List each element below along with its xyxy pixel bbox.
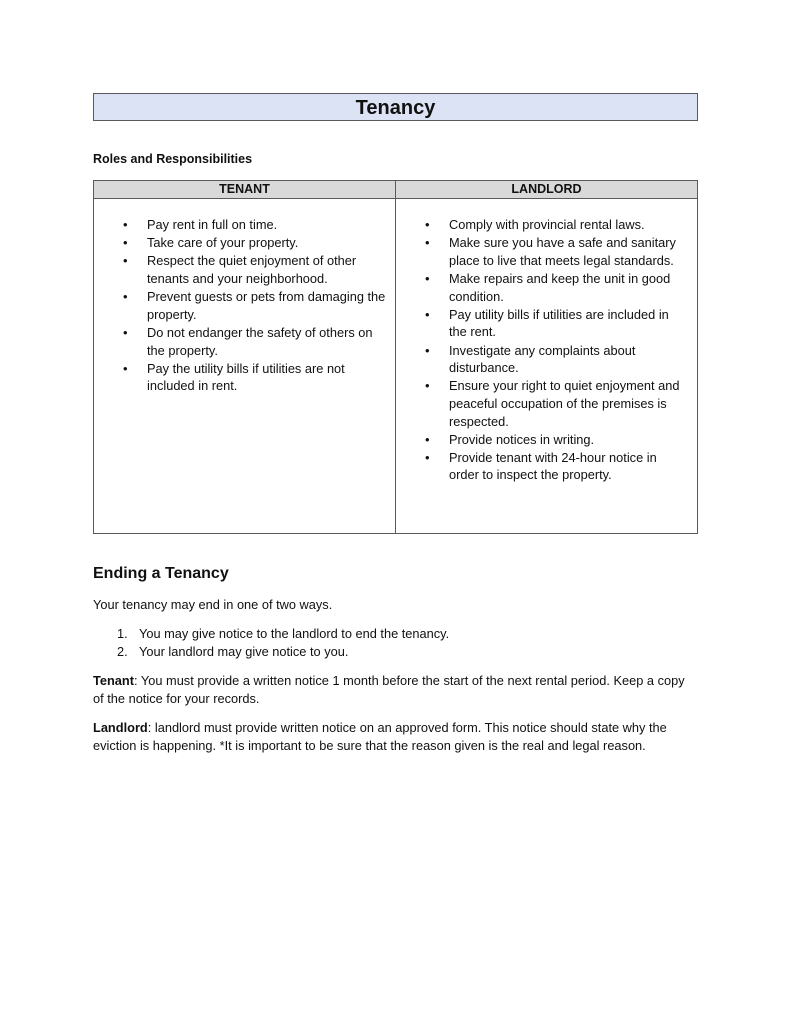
bullet-icon: • — [425, 342, 430, 358]
landlord-responsibility-item-text: Make repairs and keep the unit in good condition. — [449, 270, 671, 304]
landlord-responsibility-item-text: Ensure your right to quiet enjoyment and peaceful occupation of the premises is respected. — [449, 378, 680, 429]
tenant-responsibility-item-text: Take care of your property. — [147, 235, 299, 251]
bullet-icon: • — [425, 431, 430, 447]
document-page — [93, 93, 698, 756]
document-title: Tenancy — [93, 93, 698, 121]
tenant-column-header: TENANT — [94, 181, 396, 199]
landlord-responsibility-item-text: Provide tenant with 24-hour notice in order to inspect the property. — [449, 449, 657, 483]
ending-tenancy-heading: Ending a Tenancy — [93, 565, 229, 582]
landlord-responsibility-item — [425, 431, 689, 449]
bullet-icon: • — [123, 360, 128, 376]
landlord-responsibilities-cell — [396, 199, 698, 534]
tenant-label: Tenant — [93, 672, 134, 688]
bullet-icon: • — [425, 270, 430, 286]
landlord-responsibility-item — [425, 234, 689, 269]
tenant-responsibility-item — [123, 234, 387, 252]
tenant-responsibility-item — [123, 324, 387, 359]
ending-way-item — [117, 625, 698, 644]
ending-ways-list — [93, 625, 698, 662]
tenant-responsibilities-cell — [94, 199, 396, 534]
tenant-responsibility-item-text: Prevent guests or pets from damaging the property. — [147, 289, 386, 322]
landlord-responsibility-item-text: Make sure you have a safe and sanitary place to live that meets legal standards. — [449, 235, 676, 268]
ending-way-text: You may give notice to the landlord to end the tenancy. — [139, 625, 450, 641]
tenant-responsibility-item — [123, 288, 387, 323]
landlord-responsibility-item-text: Provide notices in writing. — [449, 431, 595, 447]
bullet-icon: • — [425, 306, 430, 322]
tenant-responsibility-item-text: Pay rent in full on time. — [147, 217, 278, 232]
landlord-responsibility-item — [425, 306, 689, 341]
landlord-label: Landlord — [93, 719, 148, 735]
tenant-responsibility-item-text: Respect the quiet enjoyment of other tenants and your neighborhood. — [147, 253, 357, 286]
bullet-icon: • — [123, 235, 128, 251]
tenant-responsibility-item — [123, 216, 387, 234]
landlord-responsibility-item-text: Comply with provincial rental laws. — [449, 217, 645, 232]
tenant-responsibility-item — [123, 360, 387, 395]
tenant-responsibility-item-text: Do not endanger the safety of others on the property. — [147, 324, 373, 358]
tenant-responsibility-item — [123, 252, 387, 287]
landlord-responsibility-item — [425, 270, 689, 305]
bullet-icon: • — [123, 324, 128, 340]
tenant-notice-text: : You must provide a written notice 1 month before the start of the next rental period. Keep a copy of the notice for your records. — [93, 672, 685, 706]
landlord-notice-text: : landlord must provide written notice on an approved form. This notice should state why the eviction is happening. *It is important to be sure that the reason given is the real and legal reason. — [93, 719, 667, 753]
roles-table — [93, 180, 698, 534]
tenant-notice-paragraph — [93, 672, 698, 709]
landlord-responsibility-item-text: Pay utility bills if utilities are included in the rent. — [449, 306, 669, 340]
bullet-icon: • — [123, 253, 128, 269]
landlord-column-header: LANDLORD — [396, 181, 698, 199]
landlord-notice-paragraph — [93, 719, 698, 756]
ending-way-item — [117, 643, 698, 662]
tenant-responsibility-item-text: Pay the utility bills if utilities are not included in rent. — [147, 360, 345, 394]
bullet-icon: • — [425, 378, 430, 394]
landlord-responsibility-item-text: Investigate any complaints about disturbance. — [449, 342, 636, 376]
list-number: 1. — [117, 625, 128, 641]
landlord-responsibility-item — [425, 216, 689, 234]
bullet-icon: • — [123, 289, 128, 305]
landlord-responsibility-item — [425, 449, 689, 484]
bullet-icon: • — [425, 235, 430, 251]
ending-intro-text: Your tenancy may end in one of two ways. — [93, 597, 333, 612]
ending-way-text: Your landlord may give notice to you. — [139, 644, 349, 659]
tenant-responsibilities-list — [94, 216, 395, 395]
landlord-responsibility-item — [425, 377, 689, 430]
landlord-responsibilities-list — [396, 216, 697, 484]
bullet-icon: • — [425, 217, 430, 232]
bullet-icon: • — [425, 449, 430, 465]
list-number: 2. — [117, 644, 128, 659]
bullet-icon: • — [123, 217, 128, 232]
landlord-responsibility-item — [425, 342, 689, 377]
roles-heading: Roles and Responsibilities — [93, 152, 253, 166]
